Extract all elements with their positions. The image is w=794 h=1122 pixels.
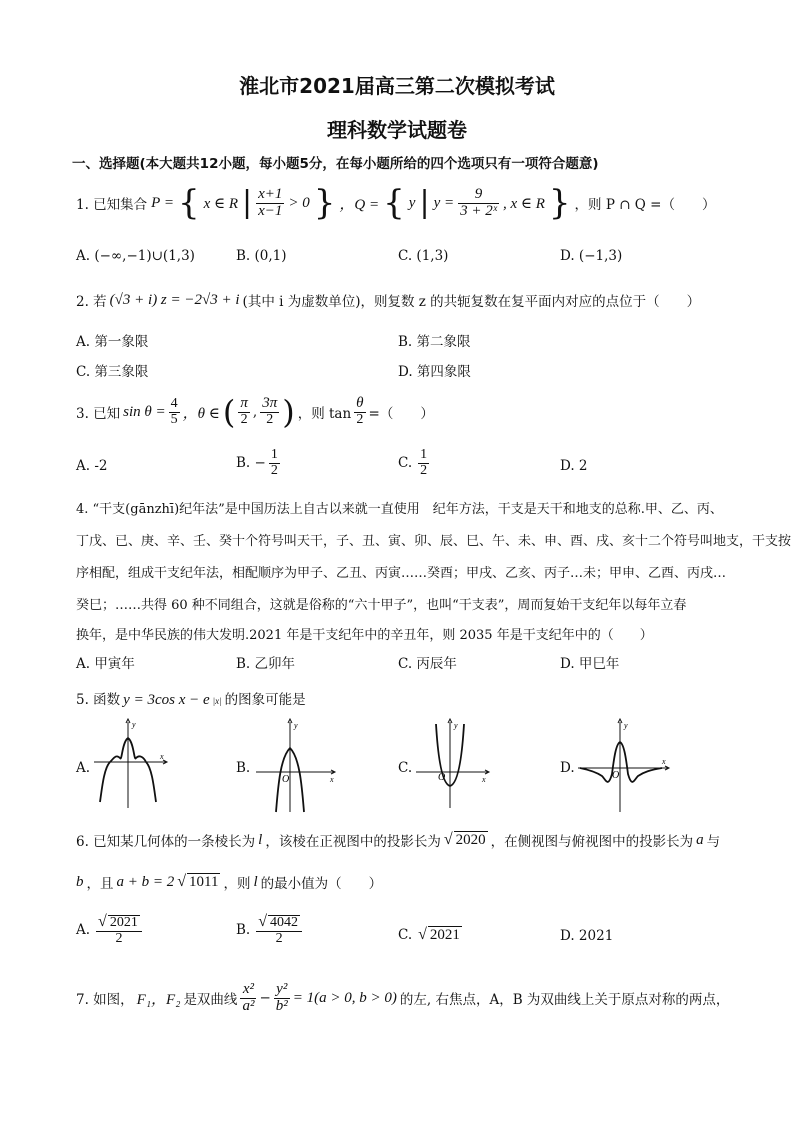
q4-option-c: C. 丙辰年 xyxy=(398,656,457,672)
y-axis-label: y xyxy=(454,721,458,730)
denominator: 2 xyxy=(356,412,364,428)
graph-c-svg xyxy=(414,718,494,810)
denominator: 2 xyxy=(240,412,248,428)
q3-tan-fraction xyxy=(354,396,365,427)
graph-a xyxy=(92,718,172,810)
y-axis-label: y xyxy=(624,721,628,730)
numerator: 9 xyxy=(458,187,499,204)
graph-d-svg xyxy=(576,718,676,814)
q1-q-set-post: , x ∈ R xyxy=(502,195,545,212)
origin-label: O xyxy=(438,772,446,783)
option-fraction: $\frac{√ 2021}{2}$ xyxy=(96,914,142,946)
option-label: B. − xyxy=(236,455,266,472)
left-paren: ( xyxy=(222,393,236,431)
q5-tail: 的图象可能是 xyxy=(224,692,306,708)
q6-text: 6. 已知某几何体的一条棱长为 xyxy=(76,834,256,850)
q6-text: ，则 xyxy=(223,876,251,892)
q6-option-b xyxy=(236,914,302,946)
q3-interval-high xyxy=(260,396,279,427)
q7-minus: − xyxy=(259,990,271,1007)
q2-tail: (其中 i 为虚数单位)，则复数 z 的共轭复数在复平面内对应的点位于（ ） xyxy=(242,294,701,310)
q1-p-set-pre: x ∈ R xyxy=(203,195,239,212)
numerator: 2021 xyxy=(109,915,138,930)
q7-foci: F₁，F₂ xyxy=(136,991,181,1008)
denominator: 2 xyxy=(115,930,123,946)
q3-sin-fraction xyxy=(169,397,180,427)
q7-y-fraction xyxy=(274,982,290,1015)
q1-p-set-post: > 0 xyxy=(288,194,310,211)
denominator: 3 + 2ˣ xyxy=(460,202,497,219)
y-axis-label: y xyxy=(132,720,136,729)
q6-option-d: D. 2021 xyxy=(560,928,614,944)
origin-label: O xyxy=(282,774,290,785)
set-bar: | xyxy=(242,185,253,220)
q7-text: 的左, 右焦点，A，B 为双曲线上关于原点对称的两点， xyxy=(399,992,730,1009)
q5-lead: 5. 函数 xyxy=(76,692,121,708)
q1-p-fraction xyxy=(256,187,284,220)
option-label: C. xyxy=(398,927,413,943)
x-axis-label: x xyxy=(160,752,164,761)
q4-line-3: 序相配，组成干支纪年法，相配顺序为甲子、乙丑、丙寅……癸酉；甲戌、乙亥、丙子…未；甲申、乙酉、丙戌… xyxy=(76,566,727,581)
q6-l: l xyxy=(253,873,258,890)
q3-sin-lhs: sin θ = xyxy=(123,403,166,420)
graph-b-svg xyxy=(254,718,338,814)
q1-p-lhs: P = xyxy=(151,194,174,211)
q6-text: ，在侧视图与俯视图中的投影长为 xyxy=(490,834,694,850)
q4-option-d: D. 甲巳年 xyxy=(560,656,620,672)
q2-expression: (√3 + i) z = −2√3 + i xyxy=(109,291,240,308)
q5-option-d: D. xyxy=(560,760,575,776)
q6-text: ，该棱在正视图中的投影长为 xyxy=(265,834,441,850)
numerator: θ xyxy=(356,395,364,412)
question-6-line-2: b ，且 a + b = 2 √ 1011 ，则 l 的最小值为（ ） xyxy=(76,873,383,892)
q7-text: 7. 如图， xyxy=(76,992,134,1009)
q6-l: l xyxy=(258,831,263,848)
q3-tail: =（ ） xyxy=(368,406,434,422)
q6-text: ，且 xyxy=(86,876,114,892)
question-1 xyxy=(76,183,716,223)
right-brace: } xyxy=(313,183,336,223)
q6-b: b xyxy=(76,873,84,890)
set-bar: | xyxy=(419,185,430,220)
q6-a: a xyxy=(696,831,704,848)
q6-sqrt-1011: 1011 xyxy=(189,874,219,890)
q6-condition: a + b = 2 xyxy=(116,873,175,890)
q3-tan-pre: ，则 tan xyxy=(297,406,352,422)
denominator: 2 xyxy=(420,462,428,478)
denominator: x−1 xyxy=(258,202,283,219)
q2-option-a: A. 第一象限 xyxy=(76,334,149,350)
q1-option-a: A. (−∞,−1)∪(1,3) xyxy=(76,248,195,264)
q7-text: 是双曲线 xyxy=(183,992,238,1009)
option-fraction xyxy=(418,448,429,478)
q1-option-b: B. (0,1) xyxy=(236,248,287,264)
x-axis-label: x xyxy=(482,775,486,784)
q3-lead: 3. 已知 xyxy=(76,406,121,422)
q2-option-c: C. 第三象限 xyxy=(76,364,149,380)
graph-d xyxy=(576,718,676,814)
y-axis-label: y xyxy=(294,721,298,730)
q1-q-set-pre: y xyxy=(408,194,416,211)
q3-option-d: D. 2 xyxy=(560,458,588,474)
section-heading: 一、选择题(本大题共12小题，每小题5分，在每小题所给的四个选项只有一项符合题意) xyxy=(72,156,599,172)
q2-option-d: D. 第四象限 xyxy=(398,364,471,380)
q3-option-a: A. -2 xyxy=(76,458,108,474)
option-fraction xyxy=(269,448,280,478)
question-2 xyxy=(76,290,700,310)
denominator: 5 xyxy=(170,411,178,427)
numerator: 1 xyxy=(270,447,278,462)
option-fraction: $\frac{√ 4042}{2}$ xyxy=(256,914,302,946)
right-paren: ) xyxy=(282,393,295,431)
q4-line-1: 4. “干支(gānzhī)纪年法”是中国历法上自古以来就一直使用 纪年方法，干支是天干和地支的总称.甲、乙、丙、 xyxy=(76,502,723,517)
left-brace: { xyxy=(177,183,200,223)
numerator: y² xyxy=(274,982,290,999)
numerator: x+1 xyxy=(258,185,283,202)
page-title: 淮北市2021届高三第二次模拟考试 xyxy=(239,74,555,98)
graph-c xyxy=(414,718,494,810)
graph-a-svg xyxy=(92,718,172,810)
denominator: a² xyxy=(242,997,255,1014)
q5-expression: y = 3cos x − e xyxy=(123,692,210,708)
q3-option-c xyxy=(398,448,429,478)
q6-text: 与 xyxy=(706,834,721,850)
x-axis-label: x xyxy=(330,775,334,784)
denominator: 2 xyxy=(275,930,283,946)
q7-x-fraction xyxy=(240,982,256,1015)
q3-interval-low xyxy=(238,396,250,427)
numerator: 4 xyxy=(170,395,178,411)
curve xyxy=(580,742,662,782)
q2-option-b: B. 第二象限 xyxy=(398,334,471,350)
option-label: A. xyxy=(76,922,91,939)
q4-line-2: 丁戊、已、庚、辛、壬、癸十个符号叫天干，子、丑、寅、卯、辰、巳、午、未、申、酉、戌、亥十二个符号叫地支，干支按 xyxy=(76,534,792,549)
graph-b xyxy=(254,718,338,814)
q3-theta-in: ，θ ∈ xyxy=(182,405,220,422)
q1-q-lhs: ，Q = xyxy=(339,196,380,213)
question-7 xyxy=(76,982,729,1015)
q1-q-fraction xyxy=(458,187,499,220)
q6-sqrt-2020: 2020 xyxy=(455,832,486,848)
page-subtitle: 理科数学试题卷 xyxy=(327,118,467,142)
option-value: 2021 xyxy=(429,927,460,943)
q1-q-y: y = xyxy=(433,194,455,211)
q6-text: 的最小值为（ ） xyxy=(260,876,383,892)
right-brace: } xyxy=(548,183,571,223)
q7-equation: = 1(a > 0, b > 0) xyxy=(292,989,397,1006)
origin-label: O xyxy=(612,770,620,781)
option-label: B. xyxy=(236,922,251,939)
q5-option-c: C. xyxy=(398,760,413,776)
q4-line-5: 换年，是中华民族的伟大发明.2021 年是干支纪年中的辛丑年，则 2035 年是干支纪年中的（ ） xyxy=(76,628,653,643)
denominator: 2 xyxy=(266,412,274,428)
q4-line-4: 癸巳；……共得 60 种不同组合，这就是俗称的“六十甲子”，也叫“干支表”，周而复始干支纪年以每年立春 xyxy=(76,598,687,613)
numerator: π xyxy=(240,395,248,412)
x-axis-label: x xyxy=(662,757,666,766)
q4-option-a: A. 甲寅年 xyxy=(76,656,135,672)
numerator: 1 xyxy=(420,447,428,462)
q1-option-d: D. (−1,3) xyxy=(560,248,623,264)
q2-lead: 2. 若 xyxy=(76,294,107,310)
q1-tail: ，则 P ∩ Q =（ ） xyxy=(574,197,716,213)
q1-lead: 1. 已知集合 xyxy=(76,197,148,213)
option-label: C. xyxy=(398,455,413,472)
denominator: b² xyxy=(275,997,288,1014)
numerator: 4042 xyxy=(270,915,298,930)
question-5 xyxy=(76,688,306,709)
q5-option-a: A. xyxy=(76,760,91,776)
q6-option-c: C. √ 2021 xyxy=(398,926,460,943)
q5-option-b: B. xyxy=(236,760,251,776)
q1-option-c: C. (1,3) xyxy=(398,248,449,264)
q5-exponent: |x| xyxy=(212,696,222,706)
q4-option-b: B. 乙卯年 xyxy=(236,656,296,672)
question-3: 3. 已知 sin θ = $\frac{4}{5}$ ，θ ∈ ( $\frac{\pi}{2}$ , $\frac{3\pi}{2}$ ) ，则 tan $\frac{\theta}{2}$ =（ ） xyxy=(76,393,434,431)
numerator: 3π xyxy=(262,395,278,412)
q6-option-a xyxy=(76,914,142,946)
numerator: x² xyxy=(240,982,256,999)
denominator: 2 xyxy=(270,462,278,478)
q3-option-b xyxy=(236,448,280,478)
question-6-line-1: 6. 已知某几何体的一条棱长为 l ，该棱在正视图中的投影长为 √ 2020 ，在侧视图与俯视图中的投影长为 a 与 xyxy=(76,831,721,850)
left-brace: { xyxy=(383,183,405,223)
